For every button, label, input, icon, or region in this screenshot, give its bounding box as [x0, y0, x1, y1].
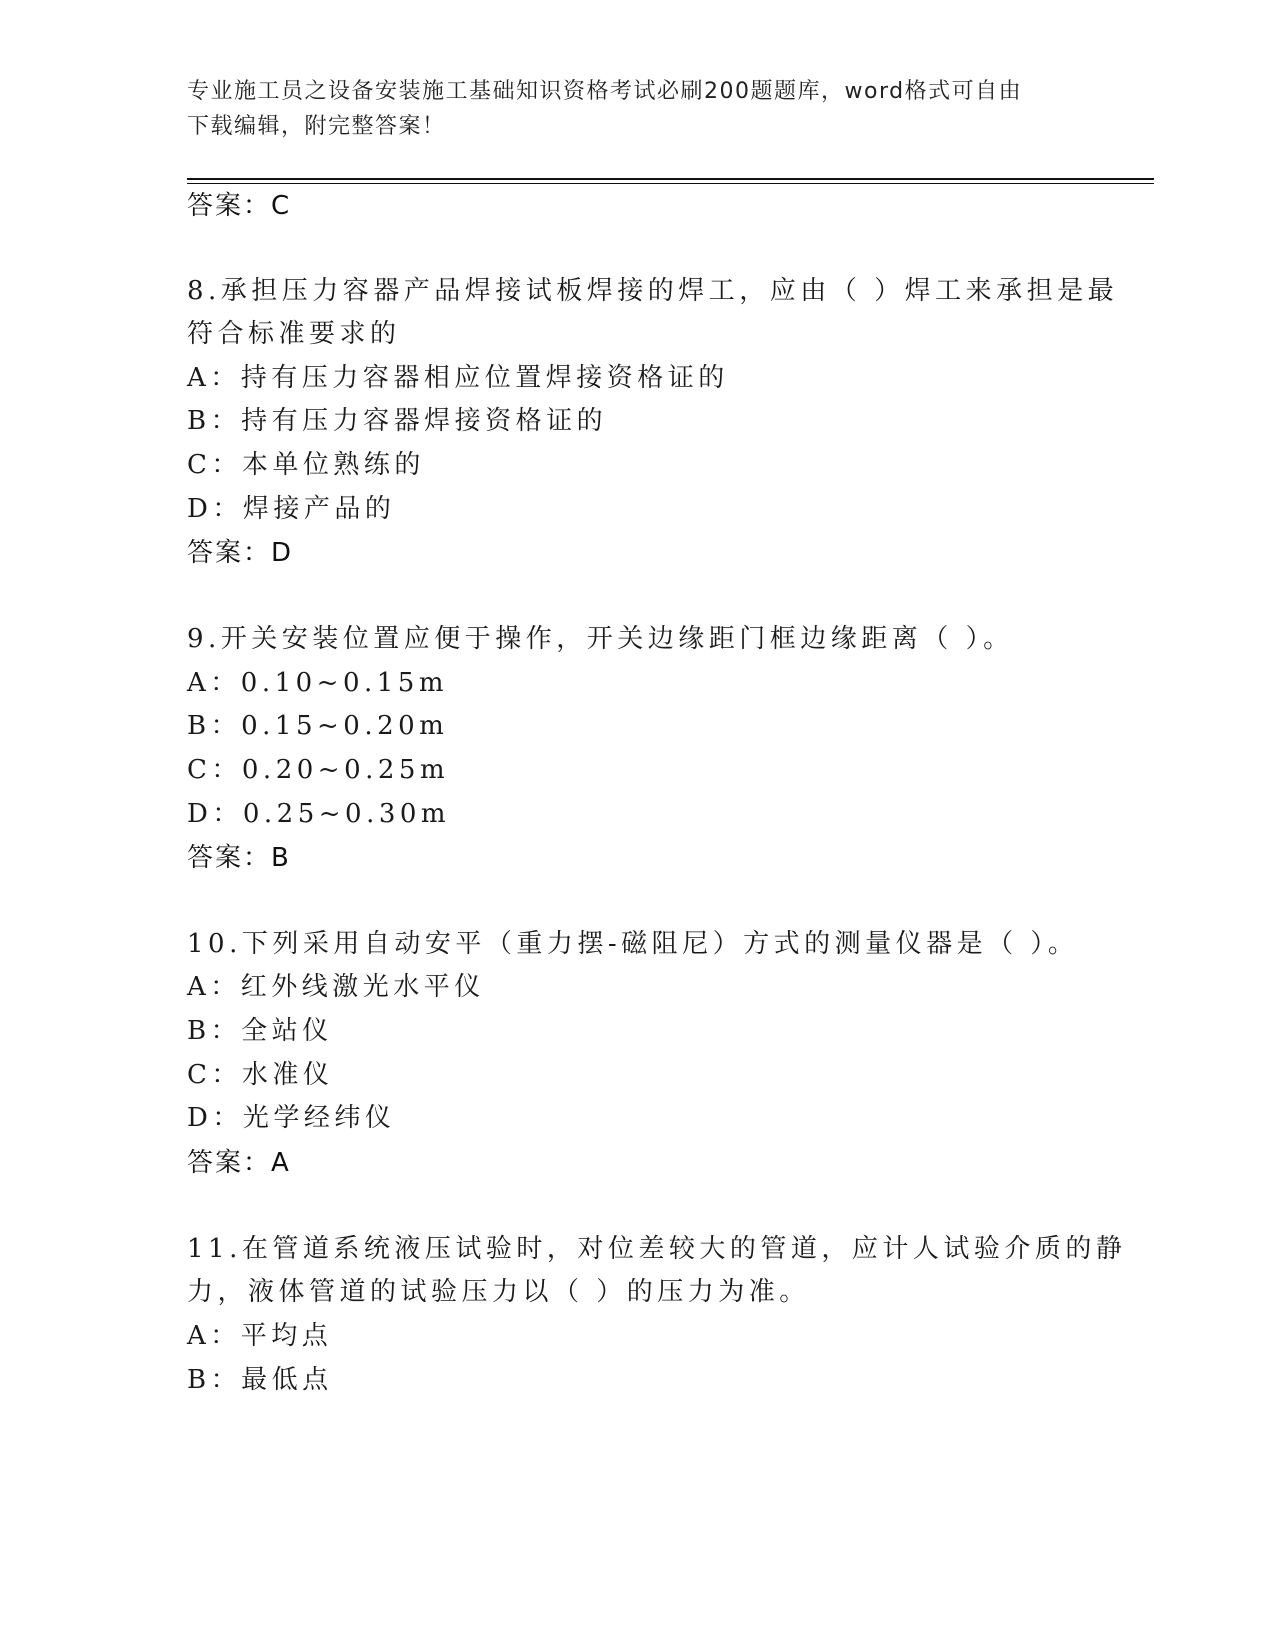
question-8-option-c: C：本单位熟练的	[187, 450, 425, 480]
question-11-stem-line-1: 11.在管道系统液压试验时，对位差较大的管道，应计人试验介质的静	[187, 1234, 1127, 1264]
question-8-stem-line-2: 符合标准要求的	[187, 319, 401, 349]
document-header	[187, 74, 1067, 144]
header-title-line-1: 专业施工员之设备安装施工基础知识资格考试必刷200题题库，word格式可自由	[187, 79, 1023, 104]
question-10-option-b: B：全站仪	[187, 1016, 333, 1046]
question-8-option-b: B：持有压力容器焊接资格证的	[187, 406, 608, 436]
question-9-answer: 答案：B	[187, 843, 291, 873]
question-9-option-d: D：0.25~0.30m	[187, 799, 451, 829]
header-divider-thick	[187, 178, 1154, 180]
question-11-option-a: A：平均点	[187, 1321, 333, 1351]
question-10-option-c: C：水准仪	[187, 1060, 334, 1090]
question-9-stem: 9.开关安装位置应便于操作，开关边缘距门框边缘距离（ ）。	[187, 624, 1014, 654]
answer-previous-question: 答案：C	[187, 191, 292, 221]
question-8-stem-line-1: 8.承担压力容器产品焊接试板焊接的焊工，应由（ ）焊工来承担是最	[187, 276, 1119, 306]
question-10-option-a: A：红外线激光水平仪	[187, 972, 485, 1002]
header-title-line-2: 下载编辑，附完整答案！	[187, 114, 446, 139]
header-divider-thin	[187, 183, 1154, 184]
question-10-answer: 答案：A	[187, 1148, 291, 1178]
question-10-stem: 10.下列采用自动安平（重力摆-磁阻尼）方式的测量仪器是（ ）。	[187, 929, 1079, 959]
question-9-option-c: C：0.20~0.25m	[187, 755, 450, 785]
question-11-option-b: B：最低点	[187, 1365, 333, 1395]
question-8-option-d: D：焊接产品的	[187, 494, 396, 524]
question-8-answer: 答案：D	[187, 538, 294, 568]
question-9-option-b: B：0.15~0.20m	[187, 711, 449, 741]
question-8-option-a: A：持有压力容器相应位置焊接资格证的	[187, 363, 729, 393]
question-10-option-d: D：光学经纬仪	[187, 1103, 396, 1133]
question-9-option-a: A：0.10~0.15m	[187, 668, 448, 698]
question-11-stem-line-2: 力，液体管道的试验压力以（ ）的压力为准。	[187, 1277, 810, 1307]
